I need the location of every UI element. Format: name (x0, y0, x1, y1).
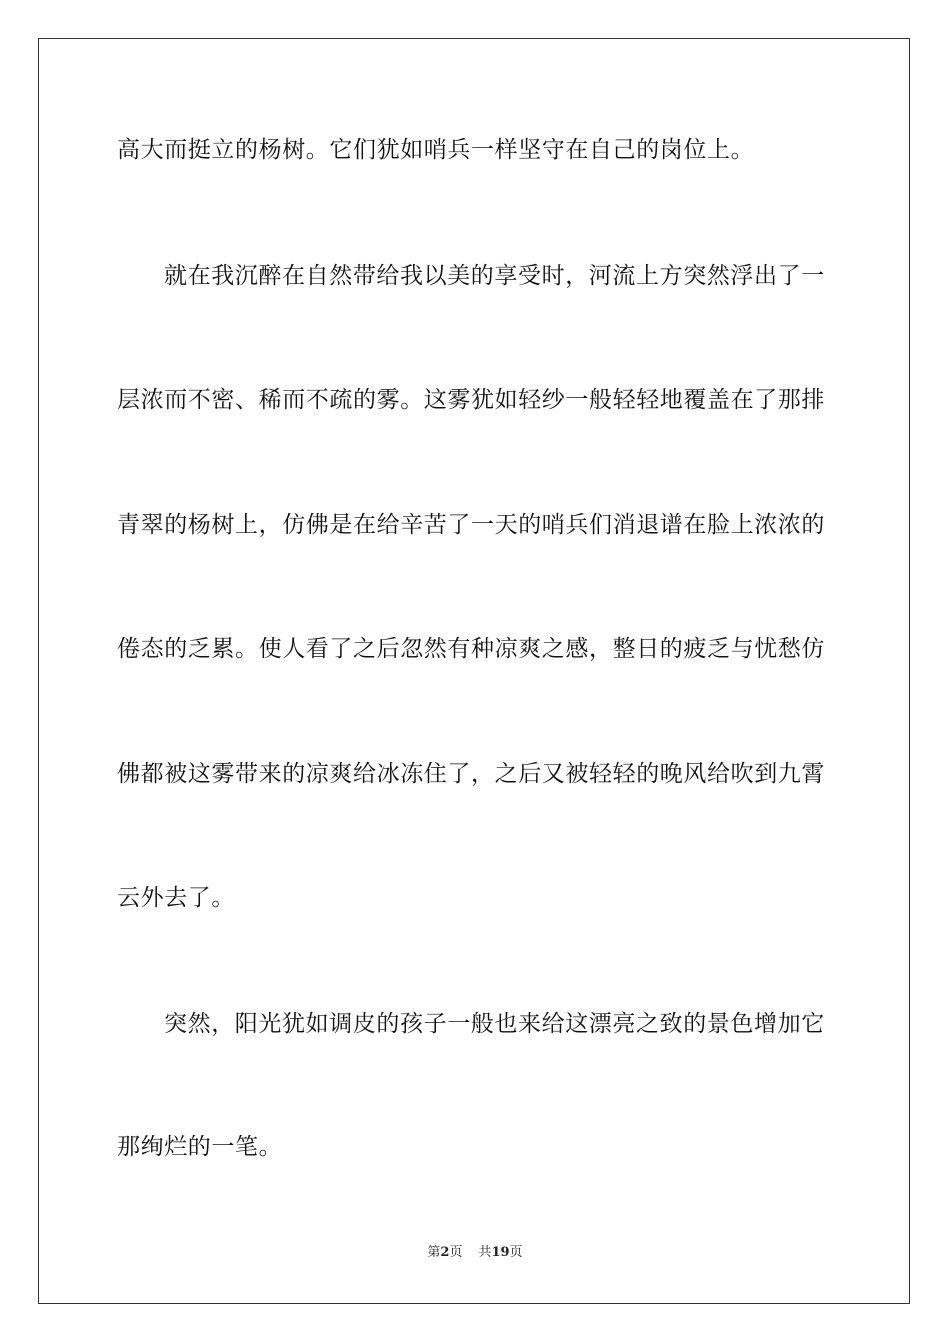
total-suffix: 页 (509, 1245, 523, 1260)
text-line-5: 倦态的乏累。使人看了之后忽然有种凉爽之感，整日的疲乏与忧愁仿 (117, 636, 825, 662)
total-pages: 19 (491, 1245, 510, 1260)
page-prefix: 第 (427, 1245, 441, 1260)
text-line-1: 高大而挺立的杨树。它们犹如哨兵一样坚守在自己的岗位上。 (117, 137, 755, 163)
text-line-7: 云外去了。 (117, 885, 235, 911)
page-footer (0, 1244, 950, 1262)
text-line-9: 那绚烂的一笔。 (117, 1134, 283, 1160)
text-line-8: 突然，阳光犹如调皮的孩子一般也来给这漂亮之致的景色增加它 (164, 1011, 825, 1037)
page-border (38, 38, 910, 1304)
text-line-6: 佛都被这雾带来的凉爽给冰冻住了，之后又被轻轻的晚风给吹到九霄 (117, 761, 825, 787)
page-number: 2 (440, 1245, 450, 1260)
text-line-4: 青翠的杨树上，仿佛是在给辛苦了一天的哨兵们消退谱在脸上浓浓的 (117, 512, 825, 538)
page-suffix: 页 (449, 1245, 463, 1260)
text-line-3: 层浓而不密、稀而不疏的雾。这雾犹如轻纱一般轻轻地覆盖在了那排 (117, 387, 825, 413)
text-line-2: 就在我沉醉在自然带给我以美的享受时，河流上方突然浮出了一 (164, 263, 825, 289)
total-prefix: 共 (478, 1245, 492, 1260)
